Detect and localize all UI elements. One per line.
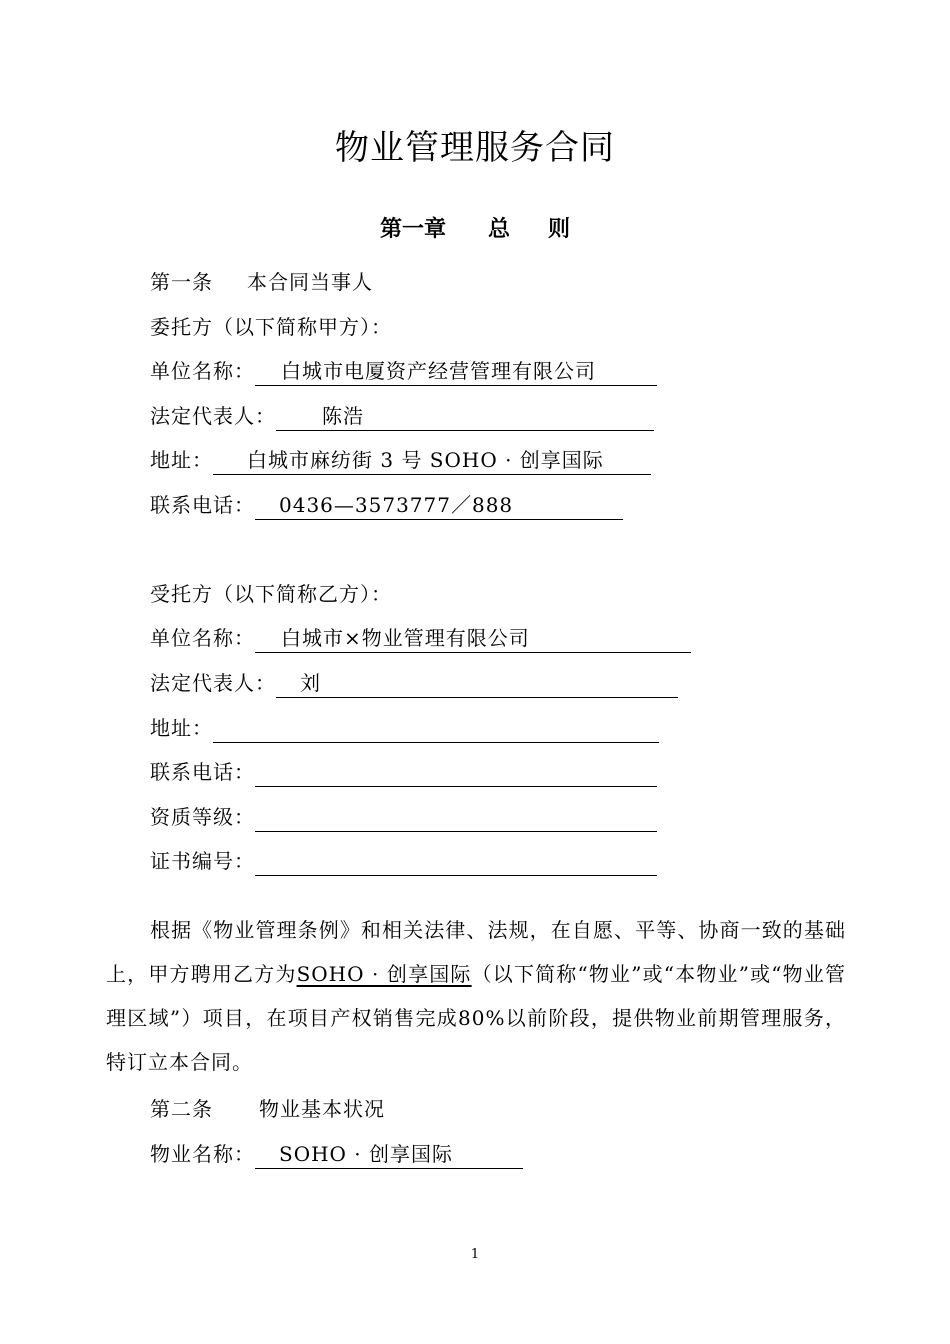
- party-b-rep-value: 刘: [300, 671, 321, 695]
- party-a-name-field: [255, 356, 657, 386]
- party-b-cert-field: [255, 846, 657, 876]
- party-a-rep-row: [150, 401, 654, 431]
- party-b-rep-field: [276, 668, 678, 698]
- party-b-addr-field: [213, 713, 659, 743]
- contract-purpose-paragraph: [106, 908, 846, 1084]
- chapter-heading: [0, 212, 950, 243]
- party-a-heading: 委托方（以下简称甲方）：: [150, 315, 392, 339]
- party-b-addr-label: 地址：: [150, 716, 213, 740]
- property-name-field: [255, 1139, 523, 1169]
- party-b-phone-row: [150, 757, 657, 787]
- party-a-name-value: 白城市电厦资产经营管理有限公司: [281, 359, 596, 383]
- party-a-phone-value: 0436—3573777／888: [279, 493, 514, 517]
- party-b-rep-label: 法定代表人：: [150, 671, 276, 695]
- chapter-word-1: 总: [487, 216, 510, 242]
- party-b-phone-field: [255, 757, 657, 787]
- party-a-rep-field: [276, 401, 654, 431]
- party-a-addr-value: 白城市麻纺街 3 号 SOHO · 创享国际: [247, 448, 604, 472]
- property-name-value: SOHO · 创享国际: [279, 1142, 454, 1166]
- party-b-qual-row: [150, 802, 657, 832]
- article-2-label: 第二条: [150, 1097, 213, 1121]
- party-a-addr-label: 地址：: [150, 448, 213, 472]
- page-number: 1: [470, 1247, 480, 1262]
- article-1-label: 第一条: [150, 270, 213, 294]
- party-a-rep-value: 陈浩: [322, 404, 364, 428]
- party-b-name-row: [150, 623, 691, 653]
- party-b-heading: 受托方（以下简称乙方）：: [150, 582, 392, 606]
- chapter-word-2: 则: [548, 216, 571, 242]
- property-name-label: 物业名称：: [150, 1142, 255, 1166]
- paragraph-part-1: 根据《物业管理条例》和相关法律、法规，在自愿、平等、协商一致的基础上，甲方聘用乙方为: [106, 918, 846, 986]
- property-name-row: [150, 1139, 523, 1169]
- document-title: 物业管理服务合同: [335, 128, 615, 168]
- article-2-text: 物业基本状况: [259, 1097, 385, 1121]
- article-1-text: 本合同当事人: [247, 270, 373, 294]
- party-b-name-label: 单位名称：: [150, 626, 255, 650]
- party-b-cert-label: 证书编号：: [150, 849, 255, 873]
- party-a-addr-field: [213, 445, 651, 475]
- article-2: [150, 1094, 385, 1124]
- party-b-addr-row: [150, 713, 659, 743]
- party-b-qual-label: 资质等级：: [150, 805, 255, 829]
- party-a-name-label: 单位名称：: [150, 359, 255, 383]
- party-b-name-value: 白城市×物业管理有限公司: [281, 626, 530, 650]
- party-b-phone-label: 联系电话：: [150, 760, 255, 784]
- article-1: [150, 267, 373, 297]
- paragraph-part-2: （以下简称“物业”或“本物业”或“物业管理区域”）项目，在项目产权销售完成80%以前阶段，提供物业前期管理服务，特订立本合同。: [106, 962, 847, 1074]
- party-a-phone-row: [150, 490, 623, 520]
- party-a-name-row: [150, 356, 657, 386]
- chapter-label: 第一章: [379, 216, 446, 242]
- party-b-name-field: [255, 623, 691, 653]
- party-a-addr-row: [150, 445, 651, 475]
- party-a-phone-label: 联系电话：: [150, 493, 255, 517]
- paragraph-project-name: SOHO · 创享国际: [296, 962, 472, 986]
- party-b-qual-field: [255, 802, 657, 832]
- party-b-rep-row: [150, 668, 678, 698]
- party-a-rep-label: 法定代表人：: [150, 404, 276, 428]
- party-a-phone-field: [255, 490, 623, 520]
- party-b-cert-row: [150, 846, 657, 876]
